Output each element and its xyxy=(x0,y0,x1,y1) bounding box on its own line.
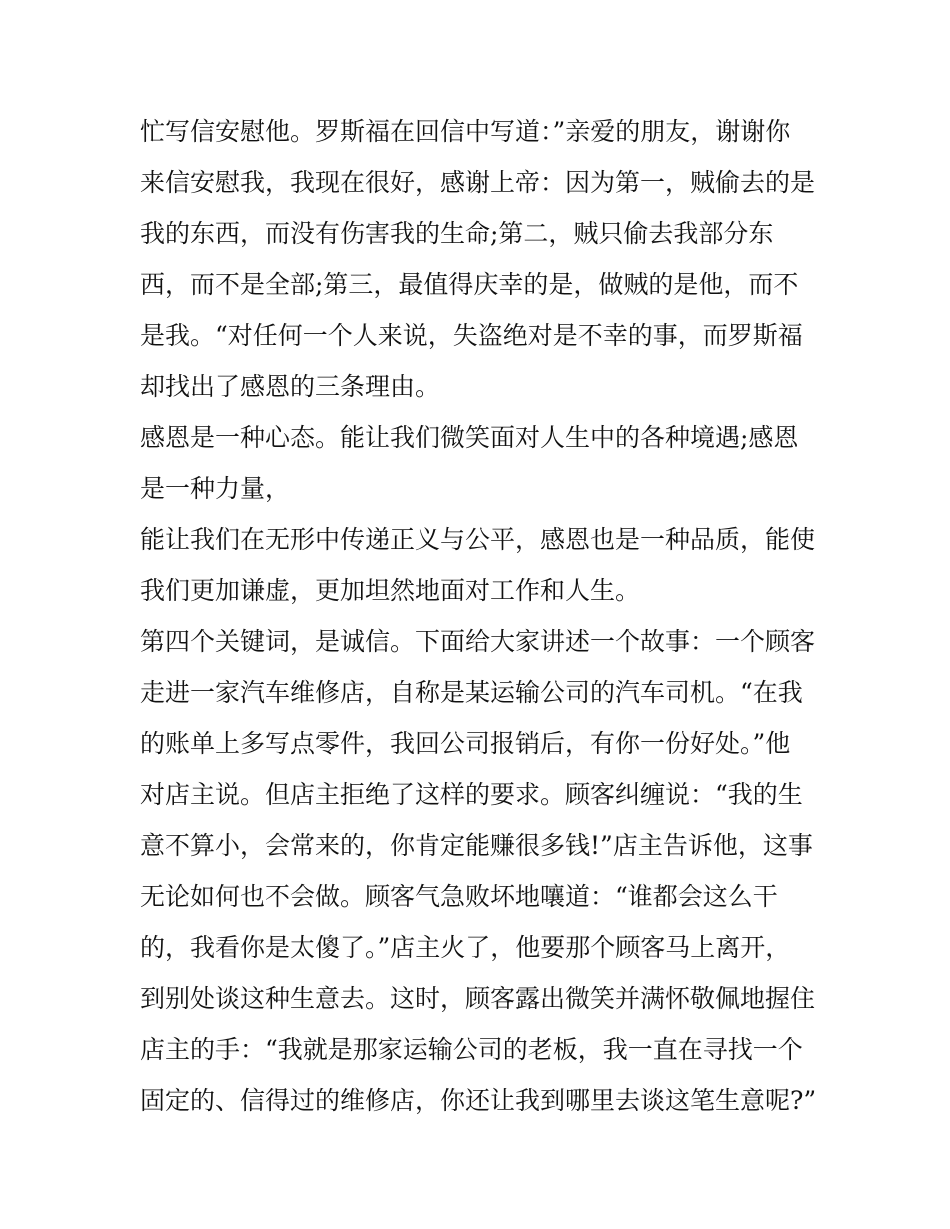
body-text xyxy=(140,106,820,1126)
text-line-15: 意不算小，会常来的，你肯定能赚很多钱!”店主告诉他，这事 xyxy=(140,831,813,860)
text-line-7: 感恩是一种心态。能让我们微笑面对人生中的各种境遇;感恩 xyxy=(140,423,799,452)
text-line-10: 我们更加谦虚，更加坦然地面对工作和人生。 xyxy=(140,576,641,605)
text-line-13: 的账单上多写点零件，我回公司报销后，有你一份好处。”他 xyxy=(140,729,791,758)
text-line-19: 店主的手：“我就是那家运输公司的老板，我一直在寻找一个 xyxy=(140,1035,803,1064)
text-line-14: 对店主说。但店主拒绝了这样的要求。顾客纠缠说：“我的生 xyxy=(140,780,803,809)
text-line-8: 是一种力量， xyxy=(140,474,291,503)
text-line-17: 的，我看你是太傻了。”店主火了，他要那个顾客马上离开， xyxy=(140,933,791,962)
text-line-12: 走进一家汽车维修店，自称是某运输公司的汽车司机。“在我 xyxy=(140,678,803,707)
text-line-6: 却找出了感恩的三条理由。 xyxy=(140,372,441,401)
text-line-9: 能让我们在无形中传递正义与公平，感恩也是一种品质，能使 xyxy=(140,525,816,554)
text-line-4: 西，而不是全部;第三，最值得庆幸的是，做贼的是他，而不 xyxy=(140,270,799,299)
text-line-5: 是我。“对任何一个人来说，失盗绝对是不幸的事，而罗斯福 xyxy=(140,321,803,350)
text-line-20: 固定的、信得过的维修店，你还让我到哪里去谈这笔生意呢?” xyxy=(140,1086,817,1115)
text-line-16: 无论如何也不会做。顾客气急败坏地嚷道：“谁都会这么干 xyxy=(140,882,778,911)
text-line-18: 到别处谈这种生意去。这时，顾客露出微笑并满怀敬佩地握住 xyxy=(140,984,816,1013)
text-line-1: 忙写信安慰他。罗斯福在回信中写道：”亲爱的朋友，谢谢你 xyxy=(140,117,791,146)
text-line-2: 来信安慰我，我现在很好，感谢上帝：因为第一，贼偷去的是 xyxy=(140,168,816,197)
text-line-3: 我的东西，而没有伤害我的生命;第二，贼只偷去我部分东 xyxy=(140,219,774,248)
text-line-11: 第四个关键词，是诚信。下面给大家讲述一个故事：一个顾客 xyxy=(140,627,816,656)
